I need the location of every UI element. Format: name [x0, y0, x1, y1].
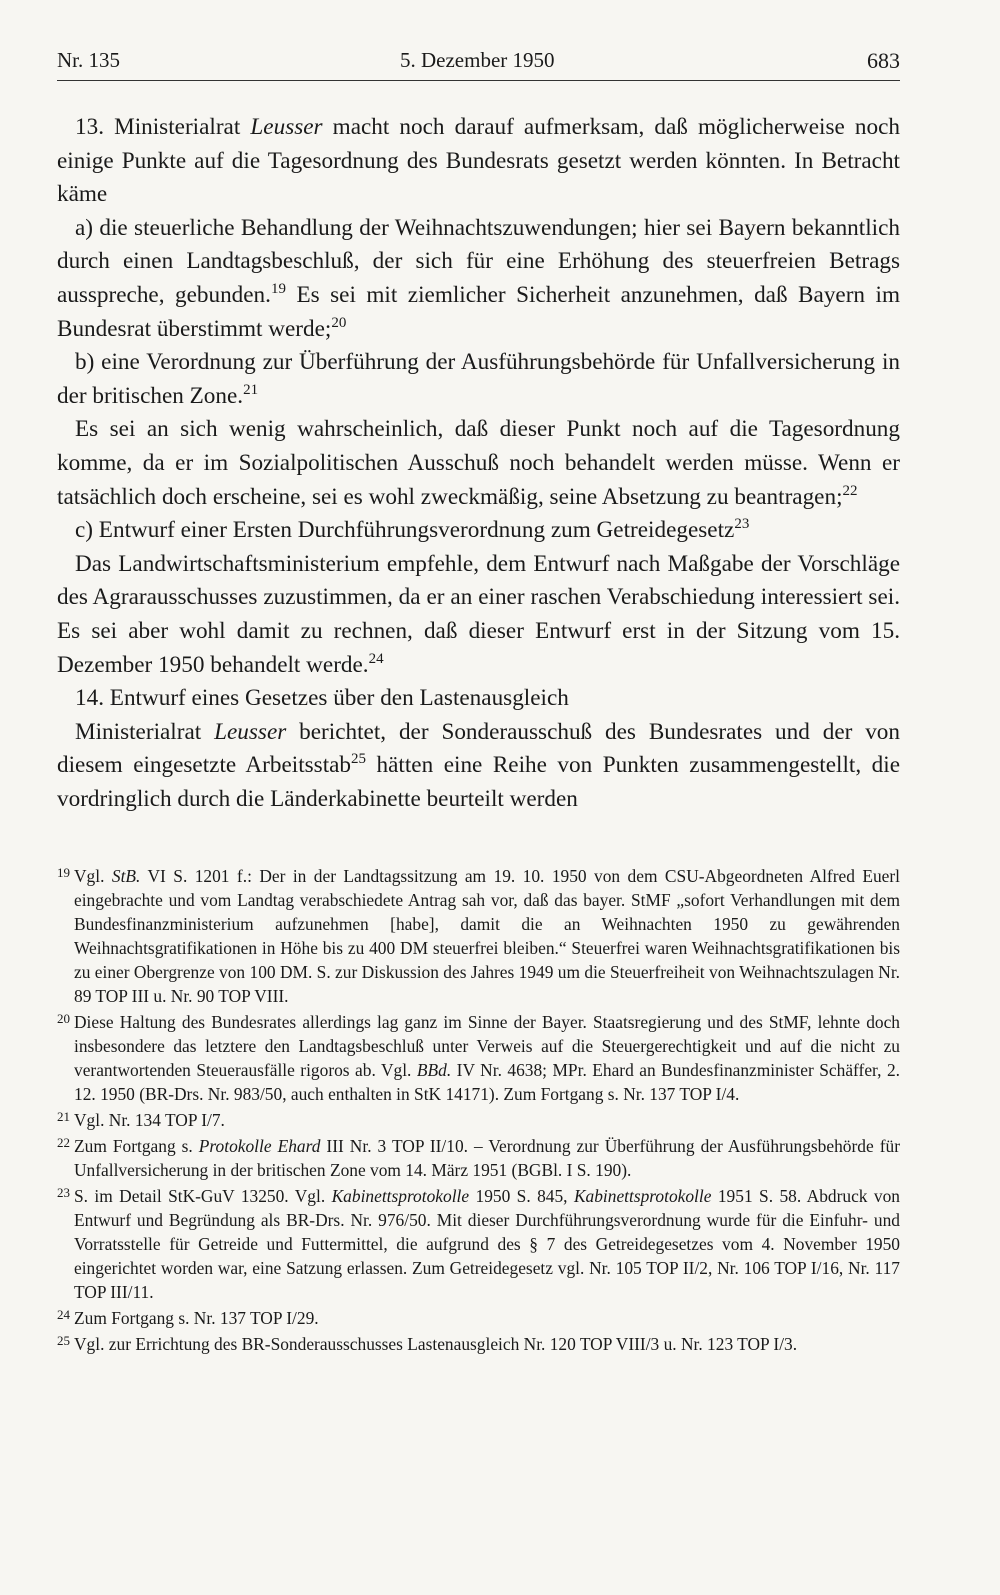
text-run: Zum Fortgang s. Nr. 137 TOP I/29.	[74, 1308, 319, 1328]
text-run: Es sei an sich wenig wahrscheinlich, daß dieser Punkt noch auf die Tagesordnung komme, da er im Sozialpolitischen Ausschuß noch behandelt werden müsse. Wenn er tatsächlich doch erscheine, sei es wohl zweckmäßig, seine Absetzung zu beantragen;	[57, 416, 900, 510]
footnote-ref[interactable]: 22	[842, 482, 858, 499]
footnote-21	[57, 1108, 900, 1132]
paragraph-remark	[57, 413, 900, 514]
footnote-22	[57, 1134, 900, 1182]
text-run: VI S. 1201 f.: Der in der Landtagssitzung am 19. 10. 1950 von dem CSU-Abgeordneten Alfred Euerl eingebrachte und vom Landtag verabschiedete Antrag sah vor, daß das bayer. StMF „sofort Verhandlungen mit dem Bundesfinanzministerium aufzunehmen [habe], damit die an Weihnachten 1950 zu gewährenden Weihnachtsgratifikationen in Höhe bis zu 400 DM steuerfrei bleiben.“ Steuerfrei waren Weihnachtsgratifikationen bis zu einer Obergrenze von 100 DM. S. zur Diskussion des Jahres 1949 um die Steuerfreiheit von Weihnachtszulagen Nr. 89 TOP III u. Nr. 90 TOP VIII.	[74, 866, 900, 1006]
footnote-24	[57, 1306, 900, 1330]
person-name: Leusser	[250, 114, 323, 140]
footnote-19	[57, 864, 900, 1008]
text-run: Ministerialrat	[75, 718, 215, 745]
paragraph-point-c	[57, 514, 900, 548]
document-number: Nr. 135	[57, 48, 120, 72]
source-title: StB.	[111, 866, 141, 886]
page-number: 683	[867, 48, 900, 73]
footnote-number: 20	[57, 1011, 70, 1026]
text-run: berichtet, der Sonderausschuß des Bundesrates und der von diesem eingesetzte Arbeitsstab	[57, 718, 900, 779]
text-run: hätten eine Reihe von Punkten zusammengestellt, die vordringlich durch die Länderkabinette beurteilt werden	[57, 752, 900, 812]
paragraph-item-14: 14. Entwurf eines Gesetzes über den Lastenausgleich	[75, 685, 569, 712]
footnote-ref[interactable]: 23	[734, 516, 750, 533]
source-title: Protokolle Ehard	[198, 1136, 321, 1156]
text-run: III Nr. 3 TOP II/10. – Verordnung zur Überführung der Ausführungsbehörde für Unfallversicherung in der britischen Zone vom 14. März 1951 (BGBl. I S. 190).	[74, 1136, 900, 1180]
text-run: Zum Fortgang s.	[74, 1136, 199, 1156]
footnote-number: 24	[57, 1307, 70, 1322]
footnote-25	[57, 1332, 900, 1356]
footnote-number: 23	[57, 1185, 70, 1200]
text-run: Es sei mit ziemlicher Sicherheit anzunehmen, daß Bayern im Bundesrat überstimmt werde;	[57, 281, 900, 342]
text-run: IV Nr. 4638; MPr. Ehard an Bundesfinanzminister Schäffer, 2. 12. 1950 (BR-Drs. Nr. 983/50, auch enthalten in StK 14171). Zum Fortgang s. Nr. 137 TOP I/4.	[74, 1060, 900, 1104]
text-run: macht noch darauf aufmerksam, daß möglicherweise noch einige Punkte auf die Tagesordnung des Bundesrats gesetzt werden könnten. In Betracht käme	[57, 114, 900, 208]
footnotes	[57, 864, 900, 1358]
source-title: Kabinettsprotokolle	[331, 1186, 470, 1206]
running-header	[57, 44, 900, 78]
paragraph-item-13	[57, 111, 900, 212]
paragraph-report	[57, 716, 900, 817]
source-title: BBd.	[416, 1060, 452, 1080]
text-run: c) Entwurf einer Ersten Durchführungsverordnung zum Getreidegesetz	[75, 517, 735, 544]
footnote-ref[interactable]: 25	[351, 751, 367, 768]
text-run: 1951 S. 58. Abdruck von Entwurf und Begründung als BR-Drs. Nr. 976/50. Mit dieser Durchführungsverordnung wurde für die Einfuhr- und Vorratsstelle für Getreide und Futtermittel, die aufgrund des § 7 des Getreidegesetzes vom 4. November 1950 eingerichtet worden war, eine Satzung erlassen. Zum Getreidegesetz vgl. Nr. 105 TOP II/2, Nr. 106 TOP I/16, Nr. 117 TOP III/11.	[74, 1186, 900, 1302]
footnote-number: 21	[57, 1109, 70, 1124]
footnote-ref[interactable]: 24	[368, 650, 384, 667]
footnote-23	[57, 1184, 900, 1304]
paragraph-ministry	[57, 548, 900, 682]
header-date: 5. Dezember 1950	[400, 48, 555, 72]
footnote-number: 22	[57, 1135, 70, 1150]
text-run: Vgl. Nr. 134 TOP I/7.	[74, 1110, 225, 1130]
footnote-number: 19	[57, 865, 70, 880]
text-run: 13. Ministerialrat	[75, 114, 251, 140]
footnote-number: 25	[57, 1333, 70, 1348]
main-text	[57, 111, 900, 816]
header-rule	[57, 80, 900, 81]
footnote-ref[interactable]: 20	[331, 314, 347, 331]
text-run: Vgl. zur Errichtung des BR-Sonderausschusses Lastenausgleich Nr. 120 TOP VIII/3 u. Nr. 123 TOP I/3.	[74, 1334, 798, 1354]
paragraph-point-a	[57, 212, 900, 346]
text-run: Das Landwirtschaftsministerium empfehle, dem Entwurf nach Maßgabe der Vorschläge des Agrarausschusses zuzustimmen, da er an einer raschen Verabschiedung interessiert sei. Es sei aber wohl damit zu rechnen, daß dieser Entwurf erst in der Sitzung vom 15. Dezember 1950 behandelt werde.	[57, 550, 900, 678]
text-run: Vgl.	[74, 866, 112, 886]
paragraph-point-b	[57, 346, 900, 413]
footnote-ref[interactable]: 19	[270, 280, 286, 297]
text-run: Diese Haltung des Bundesrates allerdings lag ganz im Sinne der Bayer. Staatsregierung und des StMF, lehnte doch insbesondere das letztere den Landtagsbeschluß unter Verweis auf die Steuergerechtigkeit und auf die nicht zu verantwortenden Steuerausfälle rigoros ab. Vgl.	[74, 1012, 900, 1080]
person-name: Leusser	[214, 718, 287, 745]
text-run: b) eine Verordnung zur Überführung der Ausführungsbehörde für Unfallversicherung in der britischen Zone.	[57, 349, 900, 409]
text-run: a) die steuerliche Behandlung der Weihnachtszuwendungen; hier sei Bayern bekanntlich durch einen Landtagsbeschluß, der sich für eine Erhöhung des steuerfreien Betrags ausspreche, gebunden.	[57, 214, 900, 308]
text-run: S. im Detail StK-GuV 13250. Vgl.	[74, 1186, 332, 1206]
footnote-20	[57, 1010, 900, 1106]
text-run: 1950 S. 845,	[469, 1186, 574, 1206]
footnote-ref[interactable]: 21	[243, 381, 259, 398]
source-title: Kabinettsprotokolle	[573, 1186, 712, 1206]
